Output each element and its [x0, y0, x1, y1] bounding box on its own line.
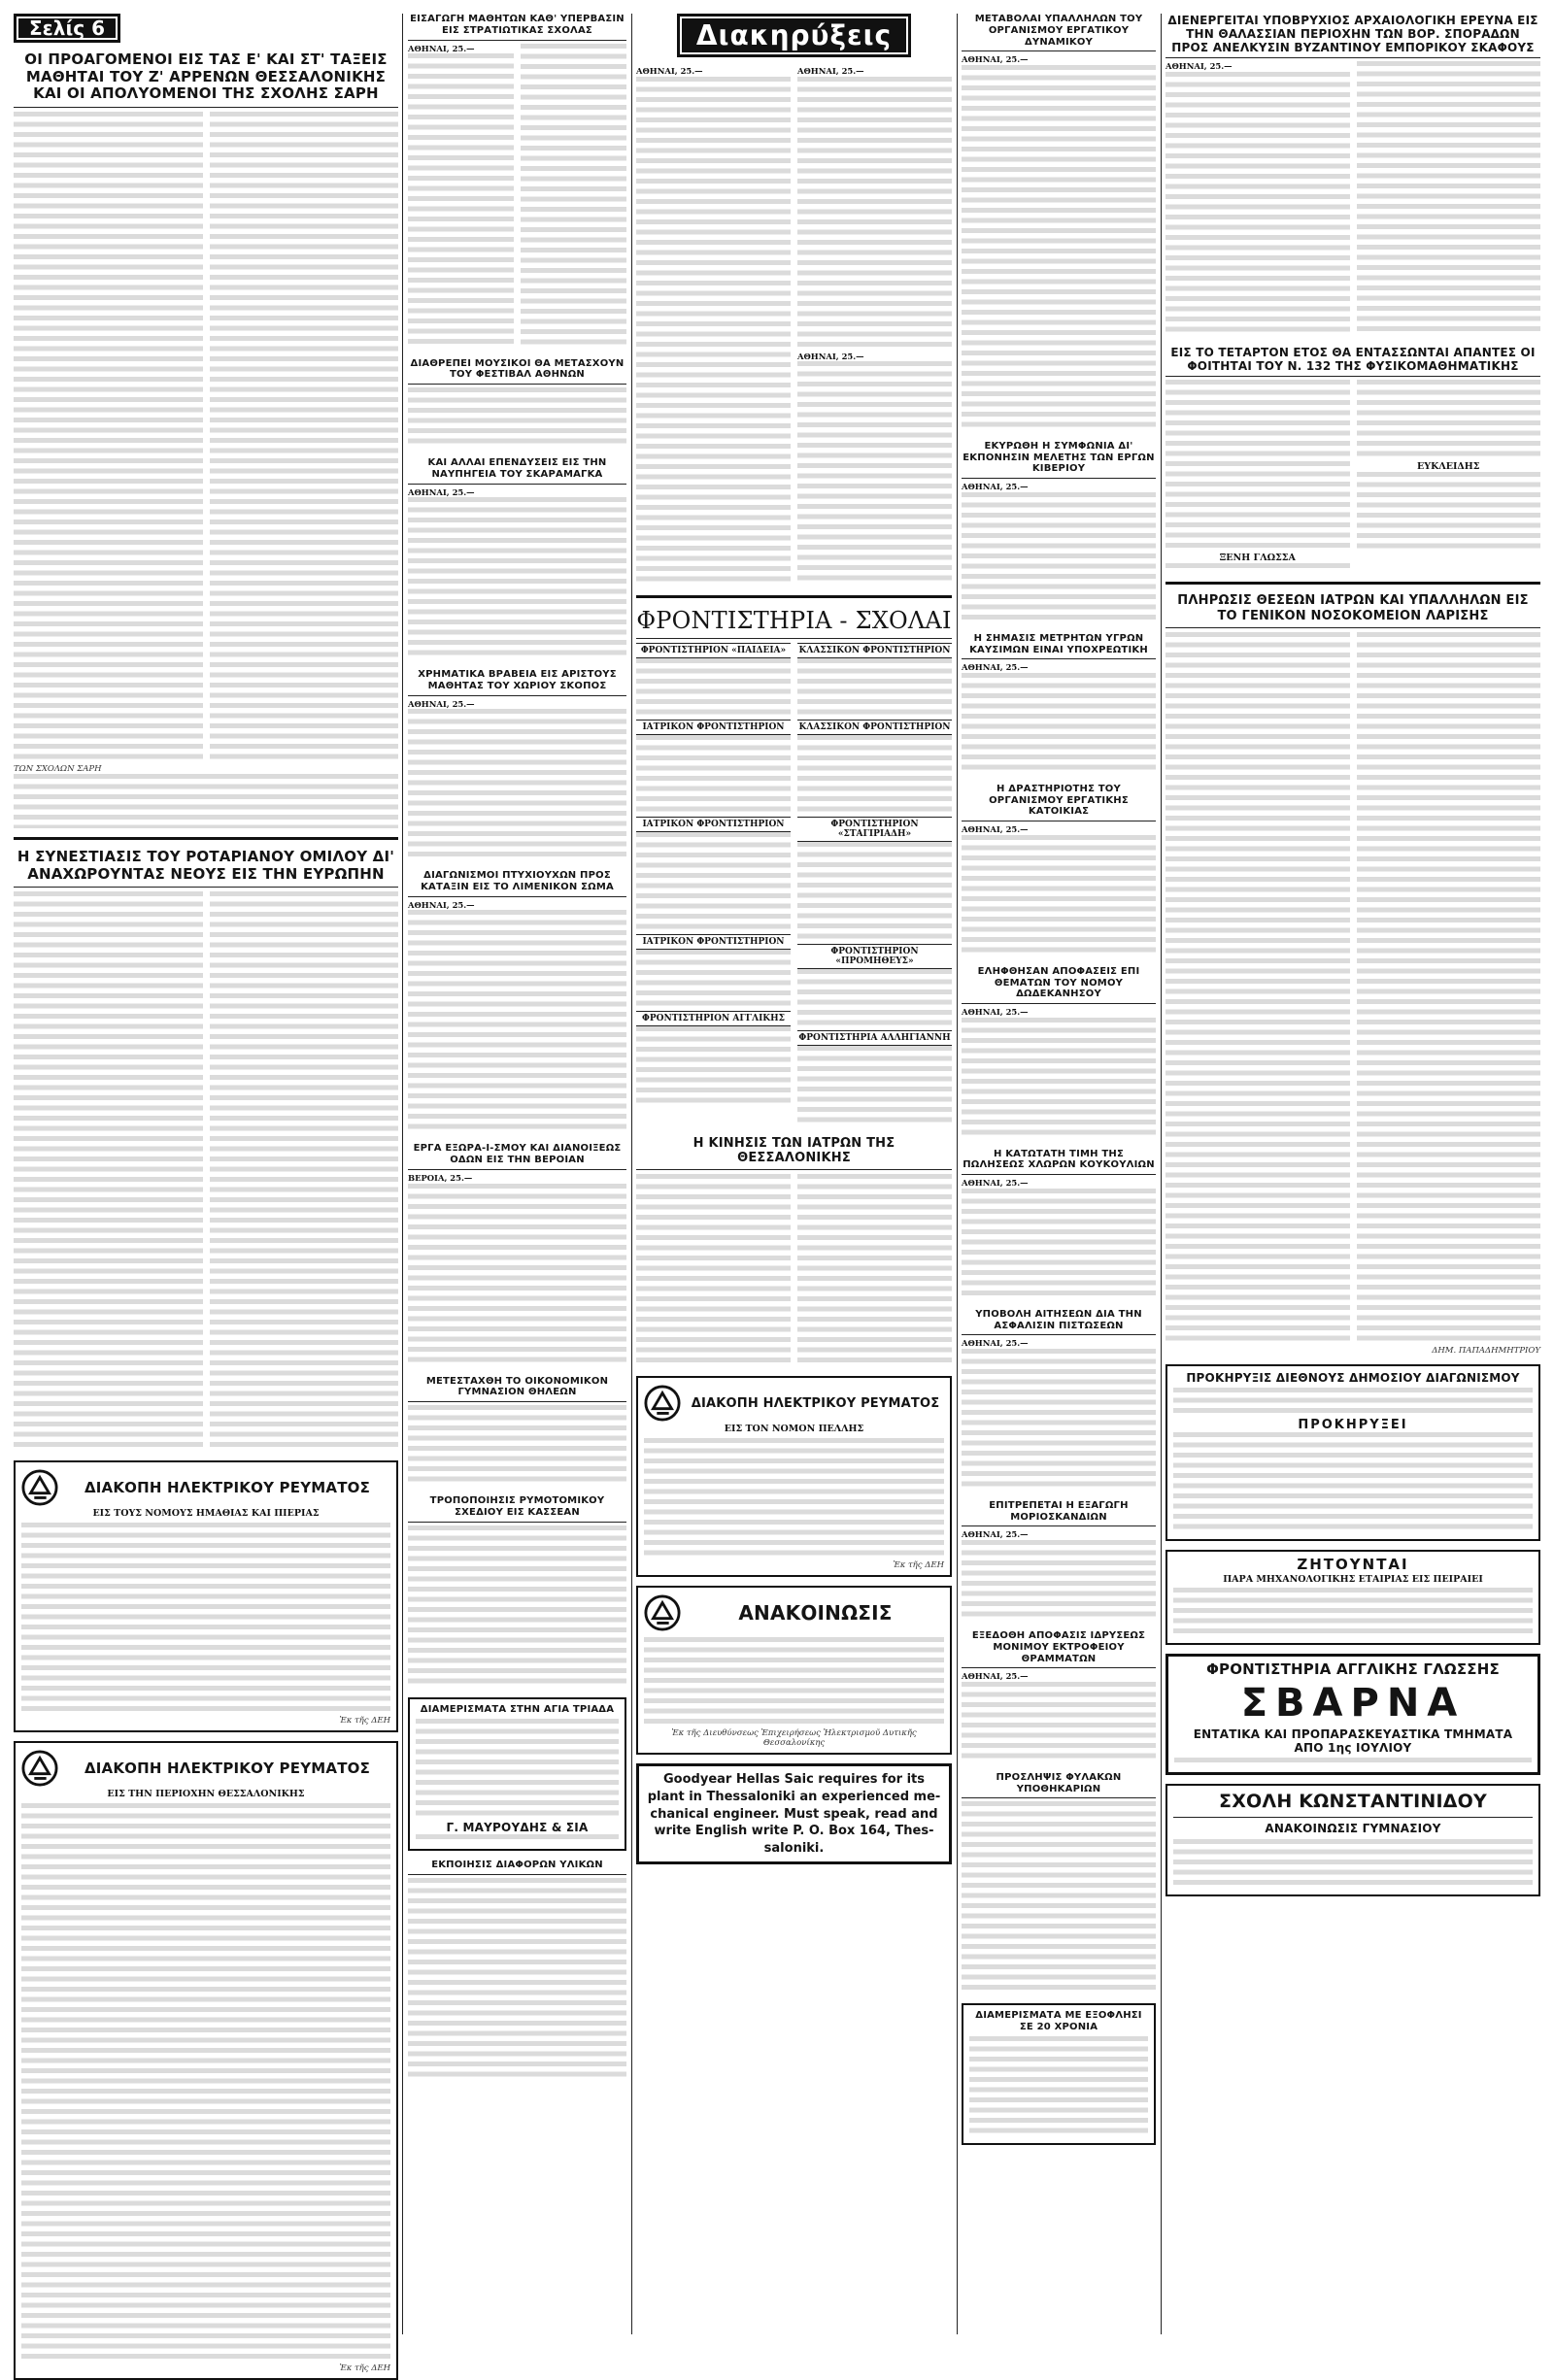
headline-rule	[962, 1525, 1156, 1526]
text-lines-placeholder	[797, 842, 952, 944]
headline-rule	[962, 1334, 1156, 1335]
text-lines-placeholder	[1357, 632, 1541, 1346]
article-headline: ΠΛΗΡΩΣΙΣ ΘΕΣΕΩΝ ΙΑΤΡΩΝ ΚΑΙ ΥΠΑΛΛΗΛΩΝ ΕΙΣ ΤΟ ΓΕΝΙΚΟΝ ΝΟΣΟΚΟΜΕΙΟΝ ΛΑΡΙΣΗΣ	[1177, 593, 1529, 623]
article-rotary-club	[14, 849, 398, 1452]
text-lines-placeholder	[797, 1046, 952, 1127]
notice-signature: Ἐκ τῆς Διευθύνσεως Ἐπιχειρήσεως Ἠλεκτρισμοῦ Δυτικῆς Θεσσαλονίκης	[671, 1728, 917, 1749]
text-lines-placeholder	[797, 658, 952, 720]
dateline: ΑΘΗΝΑΙ, 25.—	[408, 43, 475, 53]
text-lines-placeholder	[416, 1719, 619, 1821]
article-larissa-hospital	[1166, 593, 1540, 1356]
headline-rule	[1166, 627, 1540, 628]
article-military-schools	[408, 14, 626, 350]
headline-rule	[962, 1003, 1156, 1004]
notice-title: ΑΝΑΚΟΙΝΩΣΙΣ	[738, 1600, 893, 1625]
section-divider	[1166, 582, 1540, 585]
announcements-box	[636, 1586, 952, 1755]
article-headline: ΧΡΗΜΑΤΙΚΑ ΒΡΑΒΕΙΑ ΕΙΣ ΑΡΙΣΤΟΥΣ ΜΑΘΗΤΑΣ ΤΟΥ ΧΩΡΙΟΥ ΣΚΟΠΟΣ	[418, 669, 617, 692]
article-fuel-meters	[962, 633, 1156, 775]
ad-headline: ΔΙΑΜΕΡΙΣΜΑΤΑ ΣΤΗΝ ΑΓΙΑ ΤΡΙΑΔΑ	[420, 1703, 615, 1715]
column-rule	[957, 14, 958, 2334]
text-lines-placeholder	[1173, 1432, 1533, 1534]
text-lines-placeholder	[14, 774, 398, 828]
text-lines-placeholder	[636, 1174, 791, 1367]
headline-rule	[408, 1169, 626, 1170]
text-lines-placeholder	[636, 658, 791, 720]
article-underwater-research	[1166, 14, 1540, 337]
text-lines-placeholder	[962, 65, 1156, 432]
kicker: ΕΥΚΛΕΙΔΗΣ	[1417, 461, 1480, 473]
section-banner	[636, 14, 952, 57]
notice-subtitle: ΕΙΣ ΤΟΥΣ ΝΟΜΟΥΣ ΗΜΑΘΙΑΣ ΚΑΙ ΠΙΕΡΙΑΣ	[92, 1508, 320, 1520]
dateline: ΑΘΗΝΑΙ, 25.—	[636, 66, 703, 76]
text-lines-placeholder	[969, 2036, 1148, 2138]
article-headline: ΕΡΓΑ ΕΞΩΡΑ-Ι-ΣΜΟΥ ΚΑΙ ΔΙΑΝΟΙΞΕΩΣ ΟΔΩΝ ΕΙΣ ΤΗΝ ΒΕΡΟΙΑΝ	[413, 1143, 622, 1166]
text-lines-placeholder	[408, 1525, 626, 1689]
ad-apartments-agia-triada	[408, 1697, 626, 1851]
ad-line: saloniki.	[763, 1840, 825, 1856]
text-lines-placeholder	[1173, 1588, 1533, 1638]
text-lines-placeholder	[1174, 1758, 1532, 1767]
text-lines-placeholder	[1357, 380, 1541, 461]
article-headline: ΜΕΤΕΣΤΑΧΘΗ ΤΟ ΟΙΚΟΝΟΜΙΚΟΝ ΓΥΜΝΑΣΙΟΝ ΘΗΛΕΩΝ	[425, 1375, 609, 1398]
text-lines-placeholder	[636, 1026, 791, 1108]
article-headline: ΕΛΗΦΘΗΣΑΝ ΑΠΟΦΑΣΕΙΣ ΕΠΙ ΘΕΜΑΤΩΝ ΤΟΥ ΝΟΜΟΥ ΔΩΔΕΚΑΝΗΣΟΥ	[977, 965, 1140, 1000]
ad-headline: ΖΗΤΟΥΝΤΑΙ	[1297, 1556, 1409, 1574]
article-headline: Η ΚΑΤΩΤΑΤΗ ΤΙΜΗ ΤΗΣ ΠΩΛΗΣΕΩΣ ΧΛΩΡΩΝ ΚΟΥΚΟΥΛΙΩΝ	[963, 1148, 1155, 1171]
ad-headline: ΠΡΟΚΗΡΥΞΙΣ ΔΙΕΘΝΟΥΣ ΔΗΜΟΣΙΟΥ ΔΙΑΓΩΝΙΣΜΟΥ	[1186, 1370, 1520, 1385]
kicker: ΞΕΝΗ ΓΛΩΣΣΑ	[1219, 553, 1296, 564]
column-3	[636, 14, 952, 1864]
doctors-grid	[636, 1174, 952, 1367]
section-title: Η ΚΙΝΗΣΙΣ ΤΩΝ ΙΑΤΡΩΝ ΤΗΣ ΘΕΣΣΑΛΟΝΙΚΗΣ	[693, 1135, 895, 1166]
section-divider	[636, 595, 952, 598]
article-headline: ΕΚΥΡΩΘΗ Η ΣΥΜΦΩΝΙΑ ΔΙ' ΕΚΠΟΝΗΣΙΝ ΜΕΛΕΤΗΣ ΤΩΝ ΕΡΓΩΝ ΚΙΒΕΡΙΟΥ	[963, 440, 1155, 475]
article-headline: ΔΙΑΓΩΝΙΣΜΟΙ ΠΤΥΧΙΟΥΧΩΝ ΠΡΟΣ ΚΑΤΑΞΙΝ ΕΙΣ ΤΟ ΛΙΜΕΝΙΚΟΝ ΣΩΜΑ	[421, 870, 614, 893]
article-kiveri-works	[962, 441, 1156, 624]
ad-advertiser: Γ. ΜΑΥΡΟΥΔΗΣ & ΣΙΑ	[446, 1820, 589, 1834]
headline-rule	[408, 484, 626, 485]
dateline: ΑΘΗΝΑΙ, 25.—	[962, 1529, 1029, 1540]
headline-rule	[962, 658, 1156, 659]
school-ad-title: ΦΡΟΝΤΙΣΤΗΡΙΟΝ ΑΓΓΛΙΚΗΣ	[636, 1011, 791, 1026]
text-lines-placeholder	[636, 735, 791, 817]
ad-subheadline: ΠΡΟΚΗΡΥΞΕΙ	[1298, 1418, 1408, 1433]
ad-line: chanical engineer. Must speak, read and	[650, 1806, 938, 1822]
ad-konstantinidou-school	[1166, 1784, 1540, 1896]
headline-rule	[408, 40, 626, 41]
text-lines-placeholder	[644, 1637, 944, 1728]
text-lines-placeholder	[797, 1174, 952, 1367]
text-lines-placeholder	[797, 77, 952, 352]
headline-rule	[962, 50, 1156, 51]
text-lines-placeholder	[1166, 563, 1350, 573]
ad-svarna-english-school	[1166, 1654, 1540, 1775]
notice-headline: ΠΡΟΣΛΗΨΙΣ ΦΥΛΑΚΩΝ ΥΠΟΘΗΚΑΡΙΩΝ	[996, 1771, 1122, 1794]
text-lines-placeholder	[1357, 472, 1541, 553]
notice-headline: ΕΚΠΟΙΗΣΙΣ ΔΙΑΦΟΡΩΝ ΥΛΙΚΩΝ	[431, 1859, 603, 1870]
ad-subheadline: ΑΝΑΚΟΙΝΩΣΙΣ ΓΥΜΝΑΣΙΟΥ	[1265, 1821, 1441, 1835]
school-ad-title: ΙΑΤΡΙΚΟΝ ΦΡΟΝΤΙΣΤΗΡΙΟΝ	[636, 817, 791, 832]
ad-line: plant in Thessaloniki an experienced me-	[647, 1790, 941, 1805]
article-gymnasium-moved	[408, 1376, 626, 1488]
power-outage-notice-thessaloniki	[14, 1741, 398, 2380]
school-ad-title: ΦΡΟΝΤΙΣΤΗΡΙΟΝ «ΠΑΙΔΕΙΑ»	[636, 643, 791, 658]
notice-title: ΔΙΑΚΟΠΗ ΗΛΕΚΤΡΙΚΟΥ ΡΕΥΜΑΤΟΣ	[84, 1759, 371, 1777]
dateline: ΑΘΗΝΑΙ, 25.—	[962, 54, 1029, 65]
notice-signature: Ἐκ τῆς ΔΕΗ	[893, 1560, 944, 1571]
dateline: ΑΘΗΝΑΙ, 25.—	[408, 486, 475, 497]
notice-registry-guards	[962, 1772, 1156, 1995]
article-headline: Η ΣΗΜΑΣΙΣ ΜΕΤΡΗΤΩΝ ΥΓΡΩΝ ΚΑΥΣΙΜΩΝ ΕΙΝΑΙ ΥΠΟΧΡΕΩΤΙΚΗ	[969, 632, 1148, 655]
headline-rule	[408, 1401, 626, 1402]
ad-headline: ΣΧΟΛΗ ΚΩΝΣΤΑΝΤΙΝΙΔΟΥ	[1219, 1791, 1487, 1813]
headline-rule	[14, 887, 398, 888]
headline-rule	[14, 107, 398, 108]
declarations-body	[636, 66, 952, 587]
dateline: ΑΘΗΝΑΙ, 25.—	[962, 1338, 1029, 1349]
ad-international-tender	[1166, 1364, 1540, 1541]
article-cocoon-price	[962, 1149, 1156, 1300]
text-lines-placeholder	[408, 1878, 626, 2082]
dateline: ΑΘΗΝΑΙ, 25.—	[962, 662, 1029, 673]
text-lines-placeholder	[636, 950, 791, 1011]
article-export-permit	[962, 1500, 1156, 1622]
article-body	[14, 891, 398, 1452]
text-lines-placeholder	[408, 709, 626, 861]
article-headline: ΚΑΙ ΑΛΛΑΙ ΕΠΕΝΔΥΣΕΙΣ ΕΙΣ ΤΗΝ ΝΑΥΠΗΓΕΙΑ ΤΟΥ ΣΚΑΡΑΜΑΓΚΑ	[427, 457, 607, 480]
section-banner-label: Διακηρύξεις	[677, 14, 911, 57]
text-lines-placeholder	[1166, 380, 1350, 553]
text-lines-placeholder	[636, 832, 791, 934]
article-headline: ΕΞΕΔΟΘΗ ΑΠΟΦΑΣΙΣ ΙΔΡΥΣΕΩΣ ΜΟΝΙΜΟΥ ΕΚΤΡΟΦΕΙΟΥ ΘΡΑΜΜΑΤΩΝ	[971, 1629, 1146, 1664]
column-1	[14, 14, 398, 2380]
article-signature: ΤΩΝ ΣΧΟΛΩΝ ΣΑΡΗ	[14, 764, 102, 775]
deh-logo-icon	[644, 1385, 681, 1422]
text-lines-placeholder	[14, 112, 203, 764]
dateline: ΑΘΗΝΑΙ, 25.—	[797, 66, 864, 76]
article-body	[14, 112, 398, 764]
text-lines-placeholder	[416, 1834, 619, 1844]
text-lines-placeholder	[21, 1803, 390, 2363]
text-lines-placeholder	[1166, 632, 1350, 1346]
text-lines-placeholder	[962, 1540, 1156, 1622]
ad-headline: ΔΙΑΜΕΡΙΣΜΑΤΑ ΜΕ ΕΞΟΦΛΗΣΙ ΣΕ 20 ΧΡΟΝΙΑ	[975, 2010, 1142, 2033]
text-lines-placeholder	[962, 835, 1156, 957]
deh-logo-icon	[21, 1469, 58, 1506]
article-breeding-station	[962, 1630, 1156, 1763]
article-body	[408, 44, 626, 350]
school-ad-title: ΙΑΤΡΙΚΟΝ ΦΡΟΝΤΙΣΤΗΡΙΟΝ	[636, 720, 791, 735]
column-rule	[402, 14, 403, 2334]
article-signature: ΔΗΜ. ΠΑΠΑΔΗΜΗΤΡΙΟΥ	[1432, 1345, 1540, 1356]
ad-goodyear-engineer	[636, 1763, 952, 1864]
ad-line: Goodyear Hellas Saic requires for its	[663, 1772, 925, 1788]
notice-subtitle: ΕΙΣ ΤΟΝ ΝΟΜΟΝ ΠΕΛΛΗΣ	[724, 1424, 864, 1435]
dateline: ΑΘΗΝΑΙ, 25.—	[962, 824, 1029, 835]
ad-line: ΑΠΟ 1ης ΙΟΥΛΙΟΥ	[1294, 1740, 1412, 1755]
ad-apartments-20-years	[962, 2003, 1156, 2145]
text-lines-placeholder	[408, 910, 626, 1134]
article-kassandra-plan	[408, 1495, 626, 1689]
school-ad-title: ΦΡΟΝΤΙΣΤΗΡΙΟΝ «ΠΡΟΜΗΘΕΥΣ»	[797, 944, 952, 969]
text-lines-placeholder	[408, 497, 626, 660]
dateline: ΑΘΗΝΑΙ, 25.—	[1166, 61, 1233, 72]
ad-subheadline: ΠΑΡΑ ΜΗΧΑΝΟΛΟΓΙΚΗΣ ΕΤΑΙΡΙΑΣ ΕΙΣ ΠΕΙΡΑΙΕΙ	[1223, 1574, 1483, 1586]
ad-headline: ΦΡΟΝΤΙΣΤΗΡΙΑ ΑΓΓΛΙΚΗΣ ΓΛΩΣΣΗΣ	[1206, 1660, 1500, 1679]
headline-rule	[408, 695, 626, 696]
text-lines-placeholder	[636, 77, 791, 587]
text-lines-placeholder	[1166, 72, 1350, 337]
dateline: ΑΘΗΝΑΙ, 25.—	[962, 1178, 1029, 1189]
dateline: ΑΘΗΝΑΙ, 25.—	[797, 351, 864, 361]
article-veria-roads	[408, 1143, 626, 1366]
power-outage-notice-pella	[636, 1376, 952, 1577]
dateline: ΑΘΗΝΑΙ, 25.—	[408, 899, 475, 910]
school-ad-title: ΦΡΟΝΤΙΣΤΗΡΙΑ ΑΛΛΗΓΙΑΝΝΗ	[797, 1030, 952, 1046]
headline-rule	[408, 896, 626, 897]
dateline: ΑΘΗΝΑΙ, 25.—	[962, 482, 1029, 492]
article-headline: Η ΔΡΑΣΤΗΡΙΟΤΗΣ ΤΟΥ ΟΡΓΑΝΙΣΜΟΥ ΕΡΓΑΤΙΚΗΣ ΚΑΤΟΙΚΙΑΣ	[989, 783, 1129, 818]
headline-rule	[636, 1169, 952, 1170]
notice-title: ΔΙΑΚΟΠΗ ΗΛΕΚΤΡΙΚΟΥ ΡΕΥΜΑΤΟΣ	[691, 1395, 940, 1411]
article-credit-insurance	[962, 1309, 1156, 1492]
ad-school-name: ΣΒΑΡΝΑ	[1240, 1680, 1466, 1726]
section-title: ΦΡΟΝΤΙΣΤΗΡΙΑ - ΣΧΟΛΑΙ	[636, 606, 952, 634]
text-lines-placeholder	[962, 1682, 1156, 1763]
article-headline: Η ΣΥΝΕΣΤΙΑΣΙΣ ΤΟΥ ΡΟΤΑΡΙΑΝΟΥ ΟΜΙΛΟΥ ΔΙ' ΑΝΑΧΩΡΟΥΝΤΑΣ ΝΕΟΥΣ ΕΙΣ ΤΗΝ ΕΥΡΩΠΗΝ	[17, 848, 395, 883]
column-4	[962, 14, 1156, 2145]
text-lines-placeholder	[408, 1405, 626, 1487]
notice-signature: Ἐκ τῆς ΔΕΗ	[339, 2363, 390, 2374]
notice-header	[644, 1383, 944, 1424]
dateline: ΑΘΗΝΑΙ, 25.—	[962, 1671, 1029, 1682]
notice-header	[644, 1592, 944, 1633]
article-physics-students	[1166, 346, 1540, 573]
notice-subtitle: ΕΙΣ ΤΗΝ ΠΕΡΙΟΧΗΝ ΘΕΣΣΑΛΟΝΙΚΗΣ	[107, 1789, 305, 1800]
article-headline: ΜΕΤΑΒΟΛΑΙ ΥΠΑΛΛΗΛΩΝ ΤΟΥ ΟΡΓΑΝΙΣΜΟΥ ΕΡΓΑΤΙΚΟΥ ΔΥΝΑΜΙΚΟΥ	[974, 14, 1143, 48]
article-shipyards	[408, 457, 626, 660]
notice-signature: Ἐκ τῆς ΔΕΗ	[339, 1716, 390, 1726]
school-ad-title: ΙΑΤΡΙΚΟΝ ΦΡΟΝΤΙΣΤΗΡΙΟΝ	[636, 934, 791, 950]
article-body	[1166, 632, 1540, 1346]
text-lines-placeholder	[962, 1349, 1156, 1492]
page-number-label: Σελίς 6	[14, 14, 120, 43]
text-lines-placeholder	[1173, 1839, 1533, 1890]
article-headline: ΔΙΑΘΡΕΠΕΙ ΜΟΥΣΙΚΟΙ ΘΑ ΜΕΤΑΣΧΟΥΝ ΤΟΥ ΦΕΣΤΙΒΑΛ ΑΘΗΝΩΝ	[410, 357, 625, 381]
article-headline: ΕΙΣ ΤΟ ΤΕΤΑΡΤΟΝ ΕΤΟΣ ΘΑ ΕΝΤΑΣΣΩΝΤΑΙ ΑΠΑΝΤΕΣ ΟΙ ΦΟΙΤΗΤΑΙ ΤΟΥ Ν. 132 ΤΗΣ ΦΥΣΙΚΟΜΑΘΗΜΑΤΙΚΗΣ	[1170, 345, 1536, 374]
notice-header	[21, 1467, 390, 1508]
text-lines-placeholder	[1173, 1388, 1533, 1418]
ad-line: ΕΝΤΑΤΙΚΑ ΚΑΙ ΠΡΟΠΑΡΑΣΚΕΥΑΣΤΙΚΑ ΤΜΗΜΑΤΑ	[1193, 1726, 1513, 1741]
text-lines-placeholder	[797, 969, 952, 1030]
headline-rule	[1166, 57, 1540, 58]
text-lines-placeholder	[962, 1018, 1156, 1140]
notice-title: ΔΙΑΚΟΠΗ ΗΛΕΚΤΡΙΚΟΥ ΡΕΥΜΑΤΟΣ	[84, 1478, 371, 1496]
page-number-banner	[14, 14, 398, 43]
section-divider	[14, 837, 398, 840]
headline-rule	[962, 1797, 1156, 1798]
text-lines-placeholder	[1357, 61, 1541, 336]
column-2	[408, 14, 626, 2082]
notice-material-sale	[408, 1860, 626, 2082]
deh-logo-icon	[21, 1750, 58, 1787]
text-lines-placeholder	[408, 387, 626, 449]
text-lines-placeholder	[21, 1523, 390, 1716]
column-5	[1166, 14, 1540, 1896]
ad-wanted-engineering	[1166, 1550, 1540, 1645]
text-lines-placeholder	[521, 44, 626, 350]
article-staff-changes	[962, 14, 1156, 432]
article-headline: ΥΠΟΒΟΛΗ ΑΙΤΗΣΕΩΝ ΔΙΑ ΤΗΝ ΑΣΦΑΛΙΣΙΝ ΠΙΣΤΩΣΕΩΝ	[975, 1308, 1142, 1331]
dateline: ΑΘΗΝΑΙ, 25.—	[962, 1007, 1029, 1018]
school-ads-grid	[636, 643, 952, 1127]
headline-rule	[408, 1522, 626, 1523]
article-headline: ΟΙ ΠΡΟΑΓΟΜΕΝΟΙ ΕΙΣ ΤΑΣ Ε' ΚΑΙ ΣΤ' ΤΑΞΕΙΣ ΜΑΘΗΤΑΙ ΤΟΥ Ζ' ΑΡΡΕΝΩΝ ΘΕΣΣΑΛΟΝΙΚΗΣ ΚΑΙ ΟΙ ΑΠΟΛΥΟΜΕΝΟΙ ΤΗΣ ΣΧΟΛΗΣ ΣΑΡΗ	[24, 50, 388, 103]
headline-rule	[962, 1174, 1156, 1175]
article-headline: ΔΙΕΝΕΡΓΕΙΤΑΙ ΥΠΟΒΡΥΧΙΟΣ ΑΡΧΑΙΟΛΟΓΙΚΗ ΕΡΕΥΝΑ ΕΙΣ ΤΗΝ ΘΑΛΑΣΣΙΑΝ ΠΕΡΙΟΧΗΝ ΤΩΝ ΒΟΡ. ΣΠΟΡΑΔΩΝ ΠΡΟΣ ΑΝΕΛΚΥΣΙΝ ΒΥΖΑΝΤΙΝΟΥ ΕΜΠΟΡΙΚΟΥ ΣΚΑΦΟΥΣ	[1167, 14, 1538, 55]
schools-section	[636, 607, 952, 1127]
text-lines-placeholder	[644, 1438, 944, 1560]
article-promoted-students	[14, 51, 398, 828]
text-lines-placeholder	[408, 53, 514, 349]
headline-rule	[408, 384, 626, 385]
text-lines-placeholder	[408, 1184, 626, 1367]
text-lines-placeholder	[14, 891, 203, 1452]
ad-line: write English write P. O. Box 164, Thes-	[654, 1824, 934, 1839]
article-headline: ΤΡΟΠΟΠΟΙΗΣΙΣ ΡΥΜΟΤΟΜΙΚΟΥ ΣΧΕΔΙΟΥ ΕΙΣ ΚΑΣΣΕΑΝ	[429, 1495, 605, 1518]
article-body	[1166, 61, 1540, 337]
text-lines-placeholder	[962, 1189, 1156, 1300]
article-body	[1166, 380, 1540, 573]
article-dodecanese	[962, 966, 1156, 1140]
headline-rule	[408, 1874, 626, 1875]
text-lines-placeholder	[797, 735, 952, 817]
dateline: ΑΘΗΝΑΙ, 25.—	[408, 698, 475, 709]
article-workers-housing	[962, 784, 1156, 957]
dateline: ΒΕΡΟΙΑ, 25.—	[408, 1173, 473, 1184]
headline-rule	[1166, 376, 1540, 377]
headline-rule	[962, 1667, 1156, 1668]
notice-header	[21, 1748, 390, 1789]
school-ad-title: ΦΡΟΝΤΙΣΤΗΡΙΟΝ «ΣΤΑΓΙΡΙΑΔΗ»	[797, 817, 952, 842]
school-ad-title: ΚΛΑΣΣΙΚΟΝ ΦΡΟΝΤΙΣΤΗΡΙΟΝ	[797, 720, 952, 735]
article-headline: ΕΠΙΤΡΕΠΕΤΑΙ Η ΕΞΑΓΩΓΗ ΜΟΡΙΟΣΚΑΝΔΙΩΝ	[989, 1499, 1129, 1523]
text-lines-placeholder	[210, 112, 399, 764]
text-lines-placeholder	[962, 673, 1156, 775]
deh-logo-icon	[644, 1594, 681, 1631]
text-lines-placeholder	[962, 492, 1156, 624]
headline-rule	[636, 638, 952, 639]
text-lines-placeholder	[962, 1801, 1156, 1995]
headline-rule	[1173, 1817, 1533, 1818]
article-headline: ΕΙΣΑΓΩΓΗ ΜΑΘΗΤΩΝ ΚΑΘ' ΥΠΕΡΒΑΣΙΝ ΕΙΣ ΣΤΡΑΤΙΩΤΙΚΑΣ ΣΧΟΛΑΣ	[410, 14, 625, 36]
column-rule	[631, 14, 632, 2334]
headline-rule	[962, 478, 1156, 479]
text-lines-placeholder	[210, 891, 399, 1452]
text-lines-placeholder	[797, 361, 952, 586]
article-prizes	[408, 669, 626, 861]
doctors-section	[636, 1136, 952, 1368]
column-rule	[1161, 14, 1162, 2334]
article-festival	[408, 358, 626, 450]
article-port-police	[408, 870, 626, 1134]
school-ad-title: ΚΛΑΣΣΙΚΟΝ ΦΡΟΝΤΙΣΤΗΡΙΟΝ	[797, 643, 952, 658]
power-outage-notice-imathia-pieria	[14, 1460, 398, 1732]
